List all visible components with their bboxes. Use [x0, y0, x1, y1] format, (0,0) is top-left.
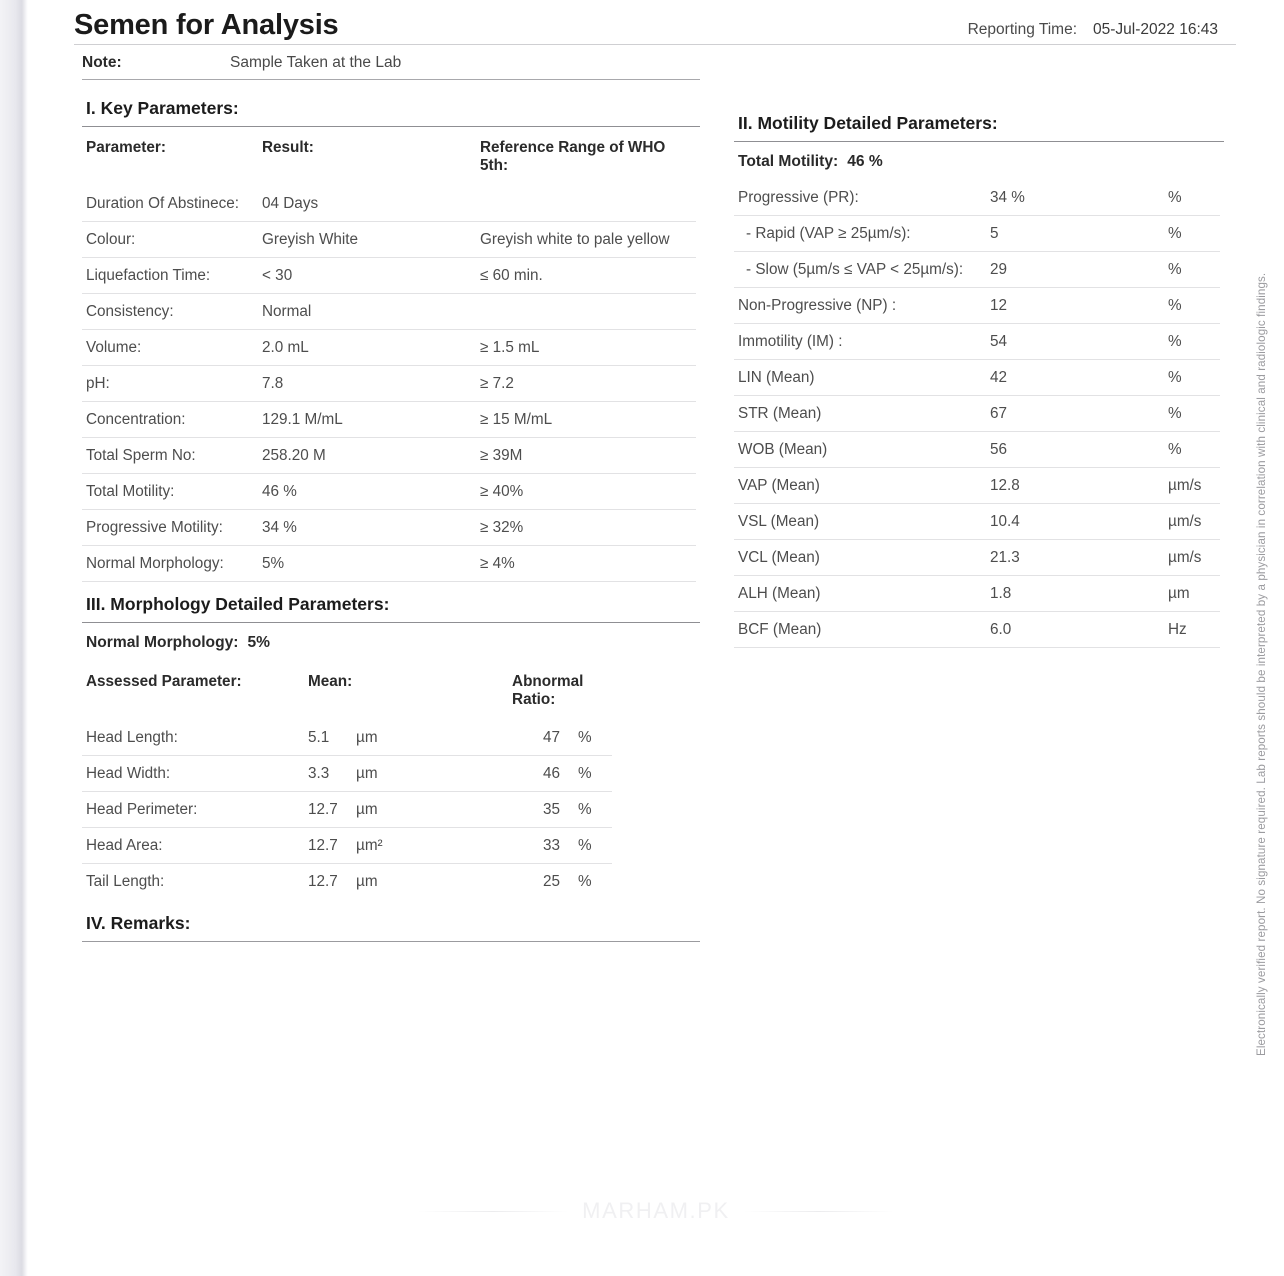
morphology-column-header: Mean: [308, 673, 353, 690]
reporting-time-label: Reporting Time: [967, 21, 1078, 38]
page-edge-shadow [0, 0, 28, 1276]
motility-parameter-name: Progressive (PR): [734, 180, 986, 216]
key-parameter-reference: ≥ 40% [476, 474, 696, 510]
key-parameter-reference: ≥ 15 M/mL [476, 402, 696, 438]
motility-parameter-name: Immotility (IM) : [734, 324, 986, 360]
page-title: Semen for Analysis [74, 9, 339, 41]
note-value: Sample Taken at the Lab [230, 54, 402, 71]
disclaimer-vertical-text: Electronically verified report. No signature required. Lab reports should be interpreted by a physician in correlation with clinical and radiologic findings. [1255, 272, 1268, 1056]
motility-parameter-value: 42 [986, 360, 1164, 396]
key-parameters-heading: I. Key Parameters: [82, 98, 700, 127]
table-row [82, 186, 696, 222]
morphology-mean-unit: µm [352, 792, 512, 828]
watermark-text: MARHAM.PK [582, 1198, 730, 1223]
morphology-abnormal-ratio: 35 [512, 792, 564, 828]
table-row [82, 720, 612, 756]
table-row [734, 288, 1220, 324]
table-row [82, 222, 696, 258]
morphology-mean-value: 3.3 [304, 756, 352, 792]
table-row [734, 612, 1220, 648]
table-row [82, 474, 696, 510]
motility-parameter-unit: % [1164, 180, 1220, 216]
motility-parameter-unit: µm/s [1164, 540, 1220, 576]
key-parameter-reference: ≥ 39M [476, 438, 696, 474]
key-parameter-result: 46 % [258, 474, 476, 510]
key-parameter-name: Volume: [82, 330, 258, 366]
key-parameter-name: Progressive Motility: [82, 510, 258, 546]
table-row [734, 432, 1220, 468]
morphology-abnormal-ratio: 33 [512, 828, 564, 864]
table-row [82, 258, 696, 294]
morphology-header-row [82, 661, 612, 720]
motility-parameter-value: 29 [986, 252, 1164, 288]
motility-parameter-value: 1.8 [986, 576, 1164, 612]
table-row [734, 252, 1220, 288]
table-row [734, 180, 1220, 216]
motility-parameter-unit: % [1164, 288, 1220, 324]
remarks-section [28, 899, 1284, 942]
key-parameters-column-header: Parameter: [86, 139, 166, 156]
morphology-parameter-name: Head Length: [82, 720, 304, 756]
table-row [82, 546, 696, 582]
motility-parameter-unit: % [1164, 360, 1220, 396]
table-row [734, 360, 1220, 396]
motility-parameter-name: BCF (Mean) [734, 612, 986, 648]
motility-parameter-name: LIN (Mean) [734, 360, 986, 396]
morphology-mean-value: 12.7 [304, 828, 352, 864]
morphology-summary-value: 5% [247, 634, 271, 651]
watermark-line-left [418, 1211, 568, 1212]
report-sheet [28, 0, 1284, 1276]
key-parameter-result: < 30 [258, 258, 476, 294]
motility-parameter-value: 5 [986, 216, 1164, 252]
key-parameter-name: Total Motility: [82, 474, 258, 510]
morphology-mean-unit: µm [352, 756, 512, 792]
motility-parameter-value: 10.4 [986, 504, 1164, 540]
motility-parameter-unit: µm/s [1164, 468, 1220, 504]
table-row [82, 864, 612, 900]
key-parameter-name: Concentration: [82, 402, 258, 438]
motility-heading: II. Motility Detailed Parameters: [734, 113, 1224, 142]
morphology-parameter-name: Head Width: [82, 756, 304, 792]
note-section [28, 45, 1284, 80]
motility-table [734, 180, 1220, 648]
key-parameter-reference: Greyish white to pale yellow [476, 222, 696, 258]
table-row [82, 330, 696, 366]
motility-parameter-name: STR (Mean) [734, 396, 986, 432]
key-parameter-result: Greyish White [258, 222, 476, 258]
key-parameter-name: Liquefaction Time: [82, 258, 258, 294]
remarks-heading: IV. Remarks: [82, 913, 700, 942]
morphology-ratio-unit: % [564, 720, 612, 756]
table-row [734, 396, 1220, 432]
table-row [734, 216, 1220, 252]
motility-parameter-value: 6.0 [986, 612, 1164, 648]
key-parameter-name: pH: [82, 366, 258, 402]
key-parameters-header-row [82, 127, 696, 186]
table-row [82, 792, 612, 828]
morphology-ratio-unit: % [564, 828, 612, 864]
motility-parameter-name: - Slow (5µm/s ≤ VAP < 25µm/s): [734, 252, 986, 288]
key-parameter-result: 34 % [258, 510, 476, 546]
motility-parameter-unit: % [1164, 432, 1220, 468]
key-parameter-name: Duration Of Abstinece: [82, 186, 258, 222]
motility-summary [734, 142, 1234, 180]
morphology-column-header: Assessed Parameter: [86, 673, 242, 690]
morphology-mean-value: 5.1 [304, 720, 352, 756]
motility-parameter-unit: % [1164, 324, 1220, 360]
watermark [28, 1198, 1284, 1224]
morphology-mean-unit: µm² [352, 828, 512, 864]
key-parameter-reference: ≥ 1.5 mL [476, 330, 696, 366]
key-parameters-column-header: Result: [262, 139, 314, 156]
table-row [82, 510, 696, 546]
note-row [82, 45, 700, 80]
document-header [28, 0, 1284, 44]
right-column [734, 98, 1234, 648]
table-row [82, 402, 696, 438]
key-parameter-result: 5% [258, 546, 476, 582]
motility-parameter-name: WOB (Mean) [734, 432, 986, 468]
table-row [734, 576, 1220, 612]
key-parameter-result: 2.0 mL [258, 330, 476, 366]
reporting-time-value: 05-Jul-2022 16:43 [1093, 21, 1218, 38]
table-row [82, 756, 612, 792]
morphology-ratio-unit: % [564, 792, 612, 828]
motility-parameter-unit: % [1164, 252, 1220, 288]
morphology-summary-label: Normal Morphology: [86, 634, 239, 651]
motility-parameter-value: 54 [986, 324, 1164, 360]
motility-parameter-unit: µm/s [1164, 504, 1220, 540]
report-body [28, 80, 1284, 899]
morphology-ratio-unit: % [564, 756, 612, 792]
motility-parameter-name: VCL (Mean) [734, 540, 986, 576]
key-parameter-name: Colour: [82, 222, 258, 258]
motility-parameter-unit: % [1164, 396, 1220, 432]
morphology-mean-value: 12.7 [308, 873, 338, 890]
table-row [82, 294, 696, 330]
morphology-parameter-name: Tail Length: [86, 873, 165, 890]
morphology-abnormal-ratio: 47 [512, 720, 564, 756]
morphology-ratio-unit: % [578, 873, 592, 890]
table-row [734, 504, 1220, 540]
key-parameter-reference: ≥ 32% [476, 510, 696, 546]
motility-parameter-name: Non-Progressive (NP) : [734, 288, 986, 324]
motility-parameter-value: 56 [986, 432, 1164, 468]
table-row [82, 366, 696, 402]
table-row [82, 438, 696, 474]
left-column [82, 98, 712, 899]
watermark-line-right [744, 1211, 894, 1212]
key-parameter-result: 7.8 [258, 366, 476, 402]
key-parameter-reference: ≥ 4% [476, 546, 696, 582]
key-parameter-reference: ≥ 7.2 [476, 366, 696, 402]
morphology-summary [82, 623, 712, 661]
morphology-parameter-name: Head Area: [82, 828, 304, 864]
motility-parameter-name: - Rapid (VAP ≥ 25µm/s): [734, 216, 986, 252]
key-parameter-result: 04 Days [258, 186, 476, 222]
key-parameter-reference [476, 294, 696, 330]
morphology-parameter-name: Head Perimeter: [82, 792, 304, 828]
key-parameter-reference [476, 186, 696, 222]
key-parameter-reference: ≤ 60 min. [476, 258, 696, 294]
table-row [82, 828, 612, 864]
motility-parameter-unit: µm [1164, 576, 1220, 612]
note-label: Note: [82, 54, 122, 71]
motility-parameter-value: 12 [986, 288, 1164, 324]
motility-parameter-name: VSL (Mean) [734, 504, 986, 540]
motility-parameter-unit: Hz [1164, 612, 1220, 648]
morphology-heading: III. Morphology Detailed Parameters: [82, 594, 700, 623]
morphology-mean-unit: µm [352, 720, 512, 756]
morphology-table [82, 661, 612, 899]
key-parameter-name: Consistency: [82, 294, 258, 330]
key-parameter-result: 258.20 M [258, 438, 476, 474]
key-parameter-result: Normal [258, 294, 476, 330]
motility-summary-label: Total Motility: [738, 153, 839, 170]
motility-summary-value: 46 % [847, 153, 883, 170]
key-parameter-name: Total Sperm No: [82, 438, 258, 474]
motility-parameter-value: 12.8 [986, 468, 1164, 504]
key-parameters-column-header: Reference Range of WHO 5th: [480, 139, 666, 174]
morphology-abnormal-ratio: 46 [512, 756, 564, 792]
motility-parameter-value: 67 [986, 396, 1164, 432]
morphology-abnormal-ratio: 25 [543, 873, 561, 890]
morphology-column-header: Abnormal Ratio: [512, 673, 584, 708]
motility-parameter-name: ALH (Mean) [734, 576, 986, 612]
morphology-mean-value: 12.7 [304, 792, 352, 828]
key-parameter-name: Normal Morphology: [82, 546, 258, 582]
key-parameters-table [82, 127, 696, 582]
table-row [734, 468, 1220, 504]
motility-parameter-value: 21.3 [986, 540, 1164, 576]
morphology-mean-unit: µm [356, 873, 378, 890]
table-row [734, 540, 1220, 576]
motility-parameter-name: VAP (Mean) [734, 468, 986, 504]
reporting-time [968, 10, 1236, 50]
table-row [734, 324, 1220, 360]
motility-parameter-unit: % [1164, 216, 1220, 252]
motility-parameter-value: 34 % [986, 180, 1164, 216]
key-parameter-result: 129.1 M/mL [258, 402, 476, 438]
